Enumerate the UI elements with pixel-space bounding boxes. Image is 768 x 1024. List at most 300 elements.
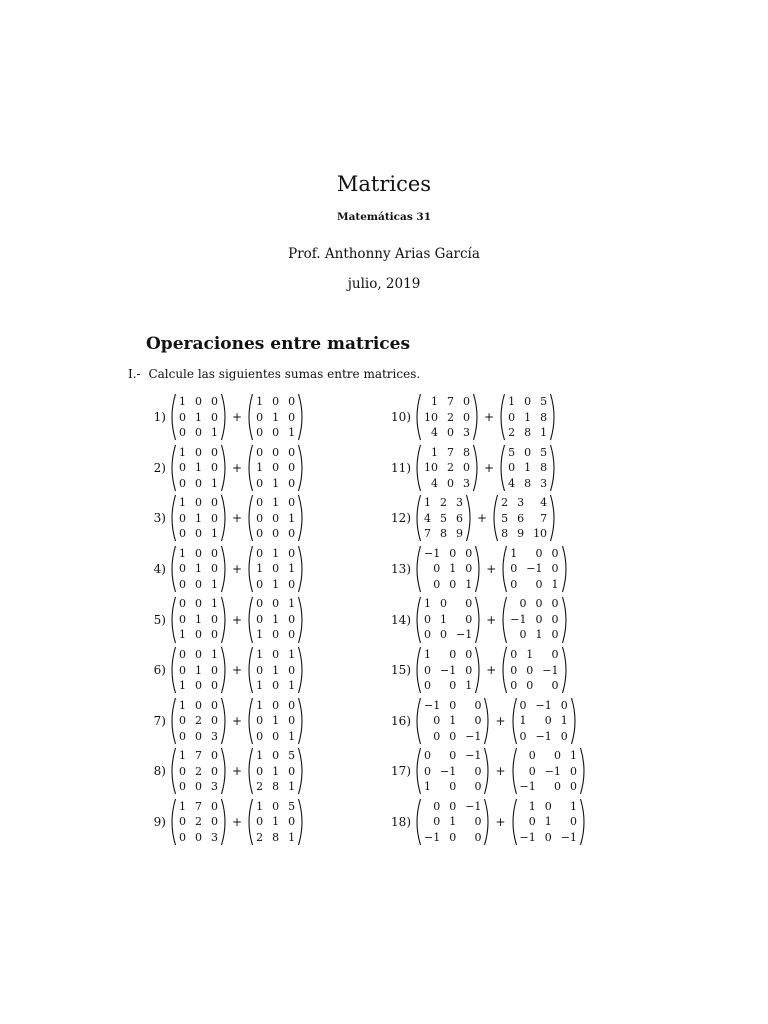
left-paren — [413, 646, 422, 694]
right-paren — [561, 545, 570, 593]
plus-sign: + — [232, 562, 243, 577]
problem-item — [383, 645, 588, 696]
matrix-cell: 3 — [540, 476, 548, 490]
problem-number: 16) — [391, 713, 411, 728]
matrix-cell: −1 — [535, 698, 552, 712]
matrix-cell: 1 — [272, 612, 280, 626]
matrix-cell: 0 — [465, 597, 473, 611]
matrix-cell: 0 — [211, 815, 218, 829]
right-paren — [549, 494, 558, 542]
problem-number: 13) — [391, 562, 411, 577]
matrix-cell: 1 — [179, 496, 186, 510]
matrix-cell: 10 — [424, 461, 438, 475]
matrix-cell: 7 — [195, 749, 202, 763]
matrix-a — [413, 545, 483, 593]
plus-sign: + — [232, 511, 243, 526]
left-paren — [245, 646, 254, 694]
matrix-cell: 1 — [179, 749, 186, 763]
matrix-cell: 0 — [465, 546, 473, 560]
matrix-a — [413, 596, 483, 644]
matrix-cell: 0 — [528, 815, 536, 829]
matrix-cell: 0 — [510, 648, 518, 662]
matrix-cell: 0 — [179, 461, 186, 475]
matrix-cell: 0 — [288, 628, 296, 642]
matrix-cell: 1 — [272, 714, 280, 728]
matrix-cell: 0 — [195, 395, 202, 409]
matrix-cell: 1 — [560, 714, 568, 728]
matrix-cell: 1 — [272, 476, 280, 490]
matrix-cell: 0 — [553, 749, 561, 763]
problem-item — [138, 696, 306, 747]
matrix-cell: 0 — [179, 663, 186, 677]
left-paren — [499, 596, 508, 644]
matrix-cell: 0 — [288, 714, 296, 728]
right-paren — [474, 596, 483, 644]
matrix-cell: 0 — [195, 830, 202, 844]
matrix-cell: 1 — [256, 749, 264, 763]
matrix-cell: 5 — [288, 799, 296, 813]
matrix-cell: 1 — [465, 679, 473, 693]
matrix-cell: 1 — [424, 780, 431, 794]
instruction-text: Calcule las siguientes sumas entre matrices. — [148, 367, 421, 381]
matrix-b — [497, 444, 558, 492]
matrix-b — [245, 798, 306, 846]
right-paren — [579, 798, 588, 846]
matrix-cell: 0 — [524, 395, 532, 409]
right-paren — [483, 747, 492, 795]
matrix-cell: 0 — [179, 511, 186, 525]
matrix-cell: 1 — [272, 410, 280, 424]
right-paren — [570, 697, 579, 745]
matrix-cell: 1 — [272, 577, 280, 591]
matrix-cell: 0 — [211, 764, 218, 778]
matrix-cell: −1 — [519, 780, 536, 794]
matrix-a — [168, 596, 229, 644]
matrix-cell: 1 — [551, 577, 559, 591]
matrix-cell: −1 — [510, 612, 527, 626]
matrix-cell: 0 — [288, 815, 296, 829]
matrix-cell: 0 — [211, 628, 218, 642]
matrix-cell: 0 — [544, 799, 552, 813]
matrix-cell: 0 — [535, 597, 543, 611]
left-paren — [413, 545, 422, 593]
matrix-cell: 2 — [508, 426, 516, 440]
matrix-cell: 0 — [256, 663, 264, 677]
matrix-cell: 0 — [510, 679, 518, 693]
matrix-cell: 3 — [463, 476, 470, 490]
left-paren — [499, 646, 508, 694]
matrix-cell: 0 — [179, 815, 186, 829]
matrix-cell: 0 — [288, 546, 296, 560]
right-paren — [220, 596, 229, 644]
matrix-cell: 0 — [528, 764, 536, 778]
matrix-cell: 1 — [288, 679, 296, 693]
matrix-b — [499, 596, 569, 644]
matrix-cell: 1 — [179, 546, 186, 560]
matrix-cell: 0 — [449, 698, 457, 712]
right-paren — [483, 798, 492, 846]
matrix-cell: 0 — [256, 445, 264, 459]
matrix-cell: 0 — [474, 780, 482, 794]
problem-item — [138, 443, 306, 494]
matrix-cell: 0 — [256, 426, 264, 440]
matrix-cell: 0 — [569, 815, 577, 829]
matrix-cell: 1 — [526, 648, 534, 662]
plus-sign: + — [486, 562, 497, 577]
matrix-cell: 0 — [551, 612, 559, 626]
problem-number: 3) — [153, 511, 166, 526]
matrix-cell: 0 — [535, 546, 543, 560]
matrix-cell: 1 — [195, 562, 202, 576]
matrix-cell: 1 — [195, 663, 202, 677]
matrix-cell: 0 — [179, 562, 186, 576]
matrix-cell: 0 — [449, 546, 457, 560]
matrix-cell: 1 — [272, 663, 280, 677]
right-paren — [472, 393, 481, 441]
matrix-cell: 1 — [540, 426, 548, 440]
left-paren — [168, 393, 177, 441]
matrix-cell: 2 — [501, 496, 509, 510]
plus-sign: + — [495, 764, 506, 779]
left-paren — [413, 444, 422, 492]
matrix-a — [413, 494, 474, 542]
problem-number: 4) — [153, 562, 166, 577]
matrix-cell: 0 — [195, 597, 202, 611]
matrix-a — [168, 393, 229, 441]
right-paren — [297, 393, 306, 441]
matrix-cell: −1 — [465, 729, 482, 743]
matrix-cell: 5 — [440, 511, 447, 525]
matrix-cell: 1 — [288, 648, 296, 662]
matrix-cell: 1 — [195, 461, 202, 475]
right-paren — [474, 646, 483, 694]
left-paren — [413, 393, 422, 441]
matrix-cell: 1 — [211, 476, 218, 490]
matrix-cell: 0 — [569, 780, 577, 794]
matrix-cell: 0 — [195, 729, 202, 743]
matrix-cell: 0 — [288, 410, 296, 424]
matrix-cell: 1 — [211, 597, 218, 611]
matrix-b — [490, 494, 558, 542]
right-paren — [297, 646, 306, 694]
matrix-cell: 0 — [524, 445, 532, 459]
problem-number: 7) — [153, 713, 166, 728]
left-paren — [509, 697, 518, 745]
matrix-cell: 0 — [424, 679, 431, 693]
matrix-cell: 0 — [508, 410, 516, 424]
left-paren — [509, 747, 518, 795]
matrix-cell: 0 — [256, 476, 264, 490]
plus-sign: + — [486, 663, 497, 678]
matrix-cell: 1 — [179, 395, 186, 409]
left-paren — [245, 596, 254, 644]
matrix-a — [413, 444, 481, 492]
matrix-cell: 1 — [256, 628, 264, 642]
matrix-cell: 1 — [179, 799, 186, 813]
left-paren — [168, 747, 177, 795]
matrix-cell: 0 — [256, 815, 264, 829]
right-paren — [297, 596, 306, 644]
author-name: Prof. Anthonny Arias García — [288, 246, 480, 262]
matrix-cell: 0 — [272, 698, 280, 712]
matrix-cell: 0 — [211, 410, 218, 424]
matrix-cell: 0 — [179, 527, 186, 541]
matrix-cell: 1 — [288, 562, 296, 576]
matrix-b — [245, 494, 306, 542]
right-paren — [483, 697, 492, 745]
left-paren — [413, 747, 422, 795]
right-paren — [472, 444, 481, 492]
matrix-cell: 1 — [508, 395, 516, 409]
matrix-cell: −1 — [519, 830, 536, 844]
plus-sign: + — [232, 663, 243, 678]
matrix-cell: 2 — [195, 764, 202, 778]
matrix-cell: 0 — [288, 445, 296, 459]
problem-item — [138, 392, 306, 443]
matrix-cell: 0 — [211, 679, 218, 693]
matrix-cell: 0 — [463, 395, 470, 409]
left-paren — [413, 697, 422, 745]
matrix-cell: 0 — [179, 476, 186, 490]
matrix-cell: 0 — [272, 562, 280, 576]
matrix-cell: 7 — [447, 395, 454, 409]
left-paren — [168, 697, 177, 745]
matrix-cell: 0 — [519, 729, 527, 743]
matrix-cell: 1 — [569, 749, 577, 763]
left-paren — [168, 596, 177, 644]
matrix-cell: 0 — [510, 663, 518, 677]
right-paren — [561, 596, 570, 644]
matrix-cell: 1 — [288, 830, 296, 844]
matrix-cell: 0 — [449, 830, 457, 844]
matrix-cell: 1 — [535, 628, 543, 642]
matrix-cell: 0 — [433, 815, 441, 829]
matrix-cell: 0 — [510, 562, 518, 576]
matrix-cell: 5 — [501, 511, 509, 525]
matrix-cell: 0 — [179, 426, 186, 440]
matrix-cell: −1 — [440, 764, 457, 778]
matrix-cell: 1 — [256, 648, 264, 662]
right-paren — [220, 494, 229, 542]
matrix-cell: 1 — [211, 426, 218, 440]
matrix-cell: 0 — [195, 546, 202, 560]
matrix-cell: 7 — [540, 511, 548, 525]
matrix-cell: 2 — [195, 815, 202, 829]
matrix-cell: 0 — [272, 679, 280, 693]
matrix-cell: 5 — [288, 749, 296, 763]
matrix-b — [509, 747, 588, 795]
matrix-cell: 1 — [179, 445, 186, 459]
matrix-cell: 0 — [288, 395, 296, 409]
matrix-cell: −1 — [526, 562, 543, 576]
matrix-cell: 0 — [211, 511, 218, 525]
matrix-b — [245, 747, 306, 795]
matrix-cell: 0 — [449, 780, 457, 794]
matrix-cell: 4 — [431, 426, 438, 440]
matrix-cell: 1 — [288, 597, 296, 611]
matrix-a — [168, 798, 229, 846]
matrix-cell: 1 — [272, 815, 280, 829]
matrix-cell: −1 — [424, 830, 441, 844]
matrix-cell: 0 — [474, 815, 482, 829]
left-paren — [245, 747, 254, 795]
problem-number: 5) — [153, 612, 166, 627]
matrix-cell: 6 — [517, 511, 525, 525]
matrix-cell: 0 — [256, 597, 264, 611]
matrix-cell: 1 — [424, 648, 431, 662]
matrix-cell: 0 — [272, 648, 280, 662]
problem-number: 2) — [153, 460, 166, 475]
matrix-cell: 2 — [447, 461, 454, 475]
matrix-cell: 0 — [272, 729, 280, 743]
matrix-cell: 4 — [540, 496, 548, 510]
problem-number: 15) — [391, 663, 411, 678]
problem-item — [383, 392, 588, 443]
plus-sign: + — [232, 815, 243, 830]
matrix-cell: 0 — [508, 461, 516, 475]
matrix-cell: 0 — [179, 780, 186, 794]
matrix-cell: 0 — [256, 496, 264, 510]
left-paren — [245, 444, 254, 492]
matrix-cell: 8 — [440, 527, 447, 541]
matrix-cell: 7 — [424, 527, 431, 541]
matrix-b — [499, 646, 569, 694]
matrix-cell: −1 — [424, 698, 441, 712]
matrix-cell: 1 — [288, 780, 296, 794]
matrix-cell: 0 — [440, 597, 447, 611]
matrix-cell: 7 — [447, 445, 454, 459]
problem-number: 11) — [391, 460, 411, 475]
matrix-cell: 1 — [272, 764, 280, 778]
matrix-cell: 9 — [517, 527, 525, 541]
matrix-cell: 0 — [195, 577, 202, 591]
matrix-cell: 1 — [449, 714, 457, 728]
matrix-cell: 3 — [211, 780, 218, 794]
matrix-cell: 0 — [440, 628, 447, 642]
matrix-cell: 5 — [540, 395, 548, 409]
matrix-cell: −1 — [542, 663, 559, 677]
matrix-cell: 0 — [424, 749, 431, 763]
matrix-cell: 1 — [256, 395, 264, 409]
matrix-cell: 8 — [540, 461, 548, 475]
instruction-number: I.- — [128, 367, 141, 381]
problem-item — [138, 645, 306, 696]
left-paren — [245, 697, 254, 745]
matrix-cell: 4 — [431, 476, 438, 490]
matrix-a — [413, 646, 483, 694]
matrix-cell: 0 — [560, 729, 568, 743]
matrix-cell: 0 — [463, 461, 470, 475]
matrix-cell: 0 — [519, 597, 527, 611]
matrix-cell: 1 — [256, 679, 264, 693]
matrix-cell: 8 — [501, 527, 509, 541]
matrix-cell: 0 — [551, 679, 559, 693]
left-paren — [499, 545, 508, 593]
right-paren — [220, 444, 229, 492]
matrix-cell: 1 — [288, 511, 296, 525]
matrix-cell: 2 — [440, 496, 447, 510]
right-paren — [220, 393, 229, 441]
matrix-cell: 0 — [179, 597, 186, 611]
matrix-cell: 0 — [211, 445, 218, 459]
matrix-cell: 0 — [465, 612, 473, 626]
matrix-cell: 1 — [524, 461, 532, 475]
matrix-b — [245, 646, 306, 694]
matrix-cell: −1 — [465, 799, 482, 813]
matrix-a — [168, 545, 229, 593]
matrix-cell: 0 — [465, 663, 473, 677]
matrix-cell: 4 — [424, 511, 431, 525]
matrix-cell: 2 — [195, 714, 202, 728]
matrix-a — [413, 393, 481, 441]
matrix-cell: 0 — [424, 628, 431, 642]
matrix-cell: 0 — [256, 410, 264, 424]
left-paren — [497, 444, 506, 492]
section-title: Operaciones entre matrices — [146, 334, 411, 354]
matrix-cell: 1 — [431, 445, 438, 459]
matrix-cell: 1 — [524, 410, 532, 424]
left-paren — [509, 798, 518, 846]
matrix-cell: 10 — [424, 410, 438, 424]
matrix-b — [509, 697, 579, 745]
matrix-cell: 1 — [272, 546, 280, 560]
matrix-cell: 0 — [179, 830, 186, 844]
matrix-cell: 1 — [179, 698, 186, 712]
matrix-cell: −1 — [535, 729, 552, 743]
matrix-cell: 0 — [195, 698, 202, 712]
problems-left-column — [138, 392, 306, 847]
matrix-a — [413, 798, 492, 846]
matrix-cell: 2 — [447, 410, 454, 424]
matrix-cell: 1 — [195, 410, 202, 424]
problem-item — [138, 493, 306, 544]
problem-item — [138, 746, 306, 797]
plus-sign: + — [484, 460, 495, 475]
matrix-cell: 0 — [551, 597, 559, 611]
matrix-cell: 0 — [447, 426, 454, 440]
matrix-cell: 0 — [569, 764, 577, 778]
matrix-cell: 0 — [272, 749, 280, 763]
matrix-cell: 0 — [474, 764, 482, 778]
course-name: Matemáticas 31 — [336, 211, 432, 223]
right-paren — [297, 747, 306, 795]
matrix-cell: 0 — [465, 648, 473, 662]
right-paren — [474, 545, 483, 593]
matrix-cell: 0 — [288, 764, 296, 778]
matrix-cell: 8 — [524, 426, 532, 440]
matrix-cell: 0 — [519, 698, 527, 712]
matrix-a — [168, 697, 229, 745]
right-paren — [220, 646, 229, 694]
left-paren — [168, 494, 177, 542]
matrix-cell: 0 — [256, 612, 264, 626]
right-paren — [465, 494, 474, 542]
matrix-cell: 0 — [433, 799, 441, 813]
right-paren — [579, 747, 588, 795]
matrix-cell: 0 — [449, 648, 457, 662]
matrix-cell: 0 — [474, 714, 482, 728]
matrix-cell: 0 — [256, 729, 264, 743]
problem-item — [383, 493, 588, 544]
matrix-cell: 0 — [211, 749, 218, 763]
matrix-cell: 0 — [288, 496, 296, 510]
left-paren — [413, 596, 422, 644]
matrix-cell: 2 — [256, 780, 264, 794]
matrix-b — [245, 697, 306, 745]
matrix-cell: 0 — [551, 546, 559, 560]
matrix-cell: 5 — [508, 445, 516, 459]
problem-item — [138, 544, 306, 595]
